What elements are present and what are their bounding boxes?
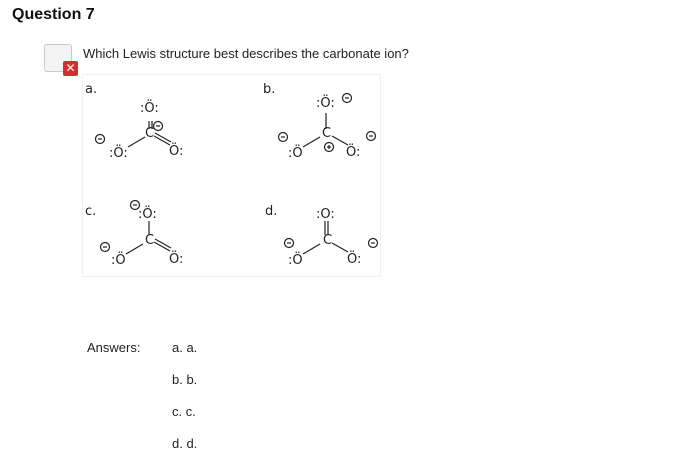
structure-b-carbon: C: [322, 126, 332, 141]
structure-d-right-oxygen: Ö:: [347, 252, 362, 267]
structure-b-label: b.: [263, 82, 276, 97]
structure-a-top-oxygen: :Ö:: [140, 101, 159, 116]
structure-c-carbon: C: [145, 233, 155, 248]
answer-option-a[interactable]: a. a.: [172, 340, 198, 355]
structure-c-label: c.: [85, 204, 97, 219]
question-title: Question 7: [12, 6, 95, 23]
structure-d-carbon: C: [323, 233, 333, 248]
answer-option-b[interactable]: b. b.: [172, 372, 198, 387]
structure-b-left-oxygen: :Ö: [288, 146, 303, 161]
structure-a-left-oxygen: :Ö:: [109, 146, 128, 161]
answer-option-c[interactable]: c. c.: [172, 404, 196, 419]
lewis-structures-figure: [82, 74, 381, 277]
lewis-structures-svg: [83, 75, 382, 278]
structure-c-left-oxygen: :Ö: [111, 253, 126, 268]
answer-option-d[interactable]: d. d.: [172, 436, 198, 451]
structure-c-top-oxygen: :Ö:: [138, 207, 157, 222]
structure-b-right-oxygen: Ö:: [346, 145, 361, 160]
structure-d-label: d.: [265, 204, 278, 219]
incorrect-x-icon: ✕: [63, 61, 78, 76]
structure-b-top-oxygen: :Ö:: [316, 96, 335, 111]
structure-a-right-oxygen: Ö:: [169, 144, 184, 159]
structure-a-label: a.: [85, 82, 98, 97]
structure-c-right-oxygen: Ö:: [169, 252, 184, 267]
structure-d-top-oxygen: :O:: [316, 207, 335, 222]
answer-status: [44, 44, 78, 76]
answers-label: Answers:: [87, 340, 141, 355]
question-text: Which Lewis structure best describes the carbonate ion?: [83, 46, 409, 61]
structure-a-carbon: C: [145, 126, 155, 141]
structure-d-left-oxygen: :Ö: [288, 253, 303, 268]
